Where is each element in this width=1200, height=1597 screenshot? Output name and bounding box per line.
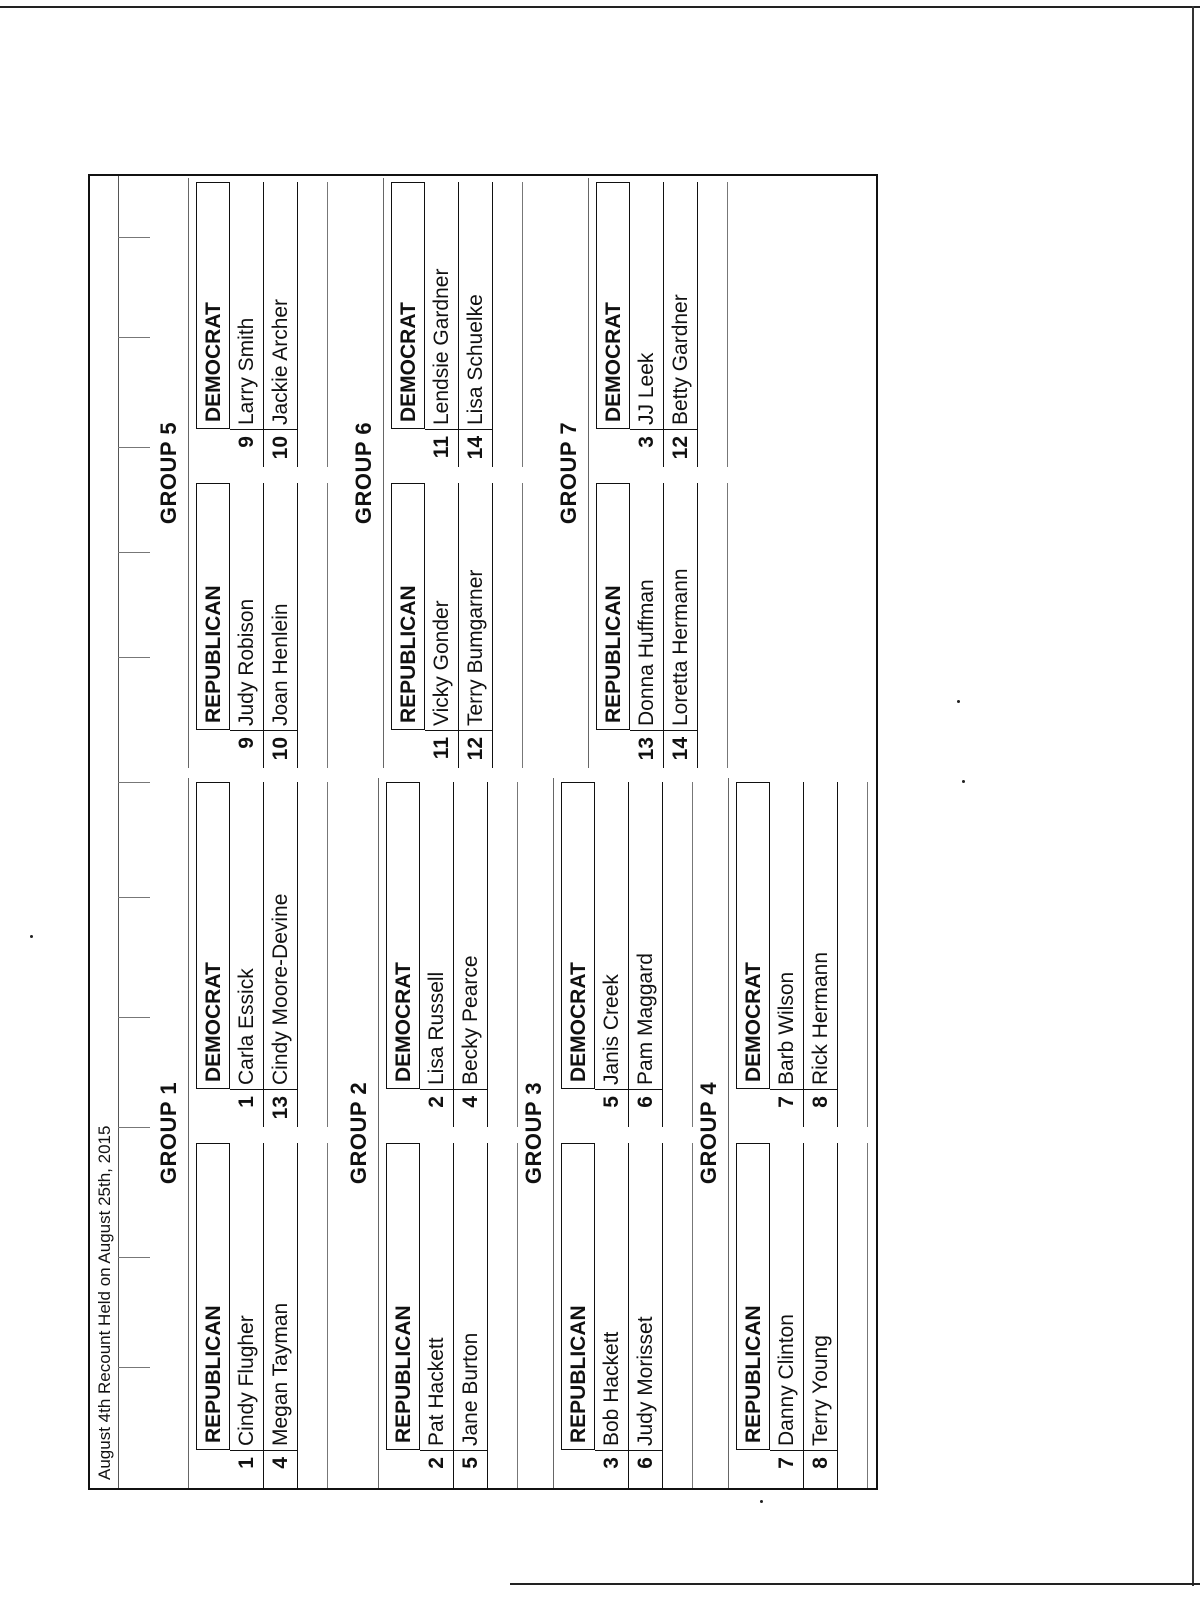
ballot-number: 14 [664,730,698,768]
group-title: GROUP 1 [150,778,189,1488]
scan-edge-top [0,6,1200,8]
democrat-member-row [770,782,804,1127]
grid-line [118,447,150,448]
democrat-member-row [425,182,459,467]
republican-column-header: REPUBLICAN [386,1143,420,1450]
group-block [690,778,860,1488]
republican-member-row [804,1143,838,1488]
group-block [515,778,685,1488]
member-name: Pat Hackett [425,1337,448,1446]
ballot-number: 3 [630,429,664,467]
empty-grid-row [663,782,693,1127]
group-block [345,178,515,768]
member-name: Judy Morisset [634,1316,657,1446]
ballot-number: 11 [425,730,459,768]
republican-column-header: REPUBLICAN [196,483,230,730]
ballot-number: 12 [664,429,698,467]
empty-grid-row [298,182,328,467]
grid-line [118,337,150,338]
empty-grid-row [488,1143,518,1488]
member-name: Barb Wilson [775,971,798,1085]
empty-grid-row [838,782,868,1127]
scan-speck [30,935,33,938]
member-name: Megan Tayman [269,1302,292,1446]
ballot-number: 1 [230,1450,264,1488]
ballot-number: 5 [454,1450,488,1488]
republican-column-header: REPUBLICAN [561,1143,595,1450]
empty-grid-row [488,782,518,1127]
scan-speck [962,780,965,783]
page-title: August 4th Recount Held on August 25th, 2015 [95,1125,114,1480]
member-name: Lisa Russell [425,971,448,1085]
empty-grid-row [663,1143,693,1488]
group-title: GROUP 6 [345,178,384,768]
ballot-number: 5 [595,1089,629,1127]
member-name: Terry Bumgarner [464,569,487,726]
republican-member-row [420,1143,454,1488]
member-name: Terry Young [809,1335,832,1446]
democrat-member-row [804,782,838,1127]
recount-sheet-content [90,176,876,1488]
democrat-member-row [454,782,488,1127]
democrat-member-row [264,182,298,467]
grid-line [118,552,150,553]
ballot-number: 4 [264,1450,298,1488]
ballot-number: 6 [629,1089,663,1127]
member-name: Cindy Moore-Devine [269,893,292,1085]
scan-speck [957,700,960,703]
ballot-number: 9 [230,429,264,467]
republican-member-row [230,483,264,768]
member-name: Lendsie Gardner [430,268,453,425]
democrat-member-row [459,182,493,467]
democrat-member-row [630,182,664,467]
ballot-number: 2 [420,1089,454,1127]
democrat-column-header: DEMOCRAT [561,782,595,1089]
empty-grid-row [838,1143,868,1488]
member-name: Lisa Schuelke [464,294,487,425]
empty-grid-row [493,483,523,768]
ballot-number: 6 [629,1450,663,1488]
member-name: Carla Essick [235,968,258,1085]
democrat-column-header: DEMOCRAT [386,782,420,1089]
member-name: Joan Henlein [269,603,292,726]
grid-line [118,657,150,658]
member-name: Vicky Gonder [430,600,453,726]
democrat-member-row [595,782,629,1127]
grid-line [118,1257,150,1258]
democrat-column-header: DEMOCRAT [391,182,425,429]
member-name: Cindy Flugher [235,1315,258,1446]
ballot-number: 7 [770,1450,804,1488]
grid-line [118,1127,150,1128]
group-title: GROUP 5 [150,178,189,768]
republican-member-row [425,483,459,768]
member-name: Becky Pearce [459,955,482,1085]
ballot-number: 10 [264,429,298,467]
republican-member-row [459,483,493,768]
republican-member-row [595,1143,629,1488]
empty-grid-row [698,483,728,768]
democrat-column-header: DEMOCRAT [196,782,230,1089]
democrat-member-row [629,782,663,1127]
republican-member-row [770,1143,804,1488]
grid-line [118,782,150,783]
group-title: GROUP 4 [690,778,729,1488]
scan-edge-bottom [510,1583,1200,1585]
ballot-number: 13 [630,730,664,768]
ballot-number: 7 [770,1089,804,1127]
member-name: Janis Creek [600,974,623,1085]
grid-line [118,1367,150,1368]
member-name: JJ Leek [635,352,658,425]
grid-line [118,897,150,898]
republican-column-header: REPUBLICAN [391,483,425,730]
member-name: Danny Clinton [775,1314,798,1446]
ballot-number: 1 [230,1089,264,1127]
ballot-number: 14 [459,429,493,467]
recount-sheet [88,174,878,1490]
republican-member-row [454,1143,488,1488]
empty-grid-row [298,1143,328,1488]
member-name: Judy Robison [235,598,258,726]
republican-member-row [630,483,664,768]
democrat-member-row [230,182,264,467]
grid-line [118,237,150,238]
ballot-number: 9 [230,730,264,768]
democrat-column-header: DEMOCRAT [736,782,770,1089]
ballot-number: 11 [425,429,459,467]
scan-edge-right [1192,6,1194,1586]
ballot-number: 12 [459,730,493,768]
ballot-number: 4 [454,1089,488,1127]
republican-member-row [629,1143,663,1488]
member-name: Pam Maggard [634,953,657,1085]
republican-member-row [264,1143,298,1488]
member-name: Betty Gardner [669,294,692,425]
ballot-number: 10 [264,730,298,768]
ballot-number: 8 [804,1089,838,1127]
democrat-member-row [264,782,298,1127]
title-rule [118,176,119,1488]
republican-member-row [664,483,698,768]
democrat-member-row [420,782,454,1127]
member-name: Jane Burton [459,1332,482,1446]
scan-speck [760,1500,763,1503]
empty-grid-row [493,182,523,467]
ballot-number: 3 [595,1450,629,1488]
group-title: GROUP 2 [340,778,379,1488]
group-block [150,178,320,768]
member-name: Bob Hackett [600,1331,623,1446]
democrat-column-header: DEMOCRAT [196,182,230,429]
republican-member-row [264,483,298,768]
ballot-number: 13 [264,1089,298,1127]
democrat-column-header: DEMOCRAT [596,182,630,429]
group-title: GROUP 3 [515,778,554,1488]
republican-column-header: REPUBLICAN [196,1143,230,1450]
ballot-number: 2 [420,1450,454,1488]
grid-line [118,1017,150,1018]
group-block [340,778,510,1488]
group-block [550,178,720,768]
republican-member-row [230,1143,264,1488]
member-name: Jackie Archer [269,298,292,425]
empty-grid-row [298,483,328,768]
ballot-number: 8 [804,1450,838,1488]
republican-column-header: REPUBLICAN [736,1143,770,1450]
member-name: Donna Huffman [635,579,658,726]
member-name: Loretta Hermann [669,568,692,726]
empty-grid-row [698,182,728,467]
member-name: Rick Hermann [809,951,832,1085]
democrat-member-row [230,782,264,1127]
group-title: GROUP 7 [550,178,589,768]
member-name: Larry Smith [235,317,258,425]
group-block [150,778,320,1488]
democrat-member-row [664,182,698,467]
republican-column-header: REPUBLICAN [596,483,630,730]
empty-grid-row [298,782,328,1127]
